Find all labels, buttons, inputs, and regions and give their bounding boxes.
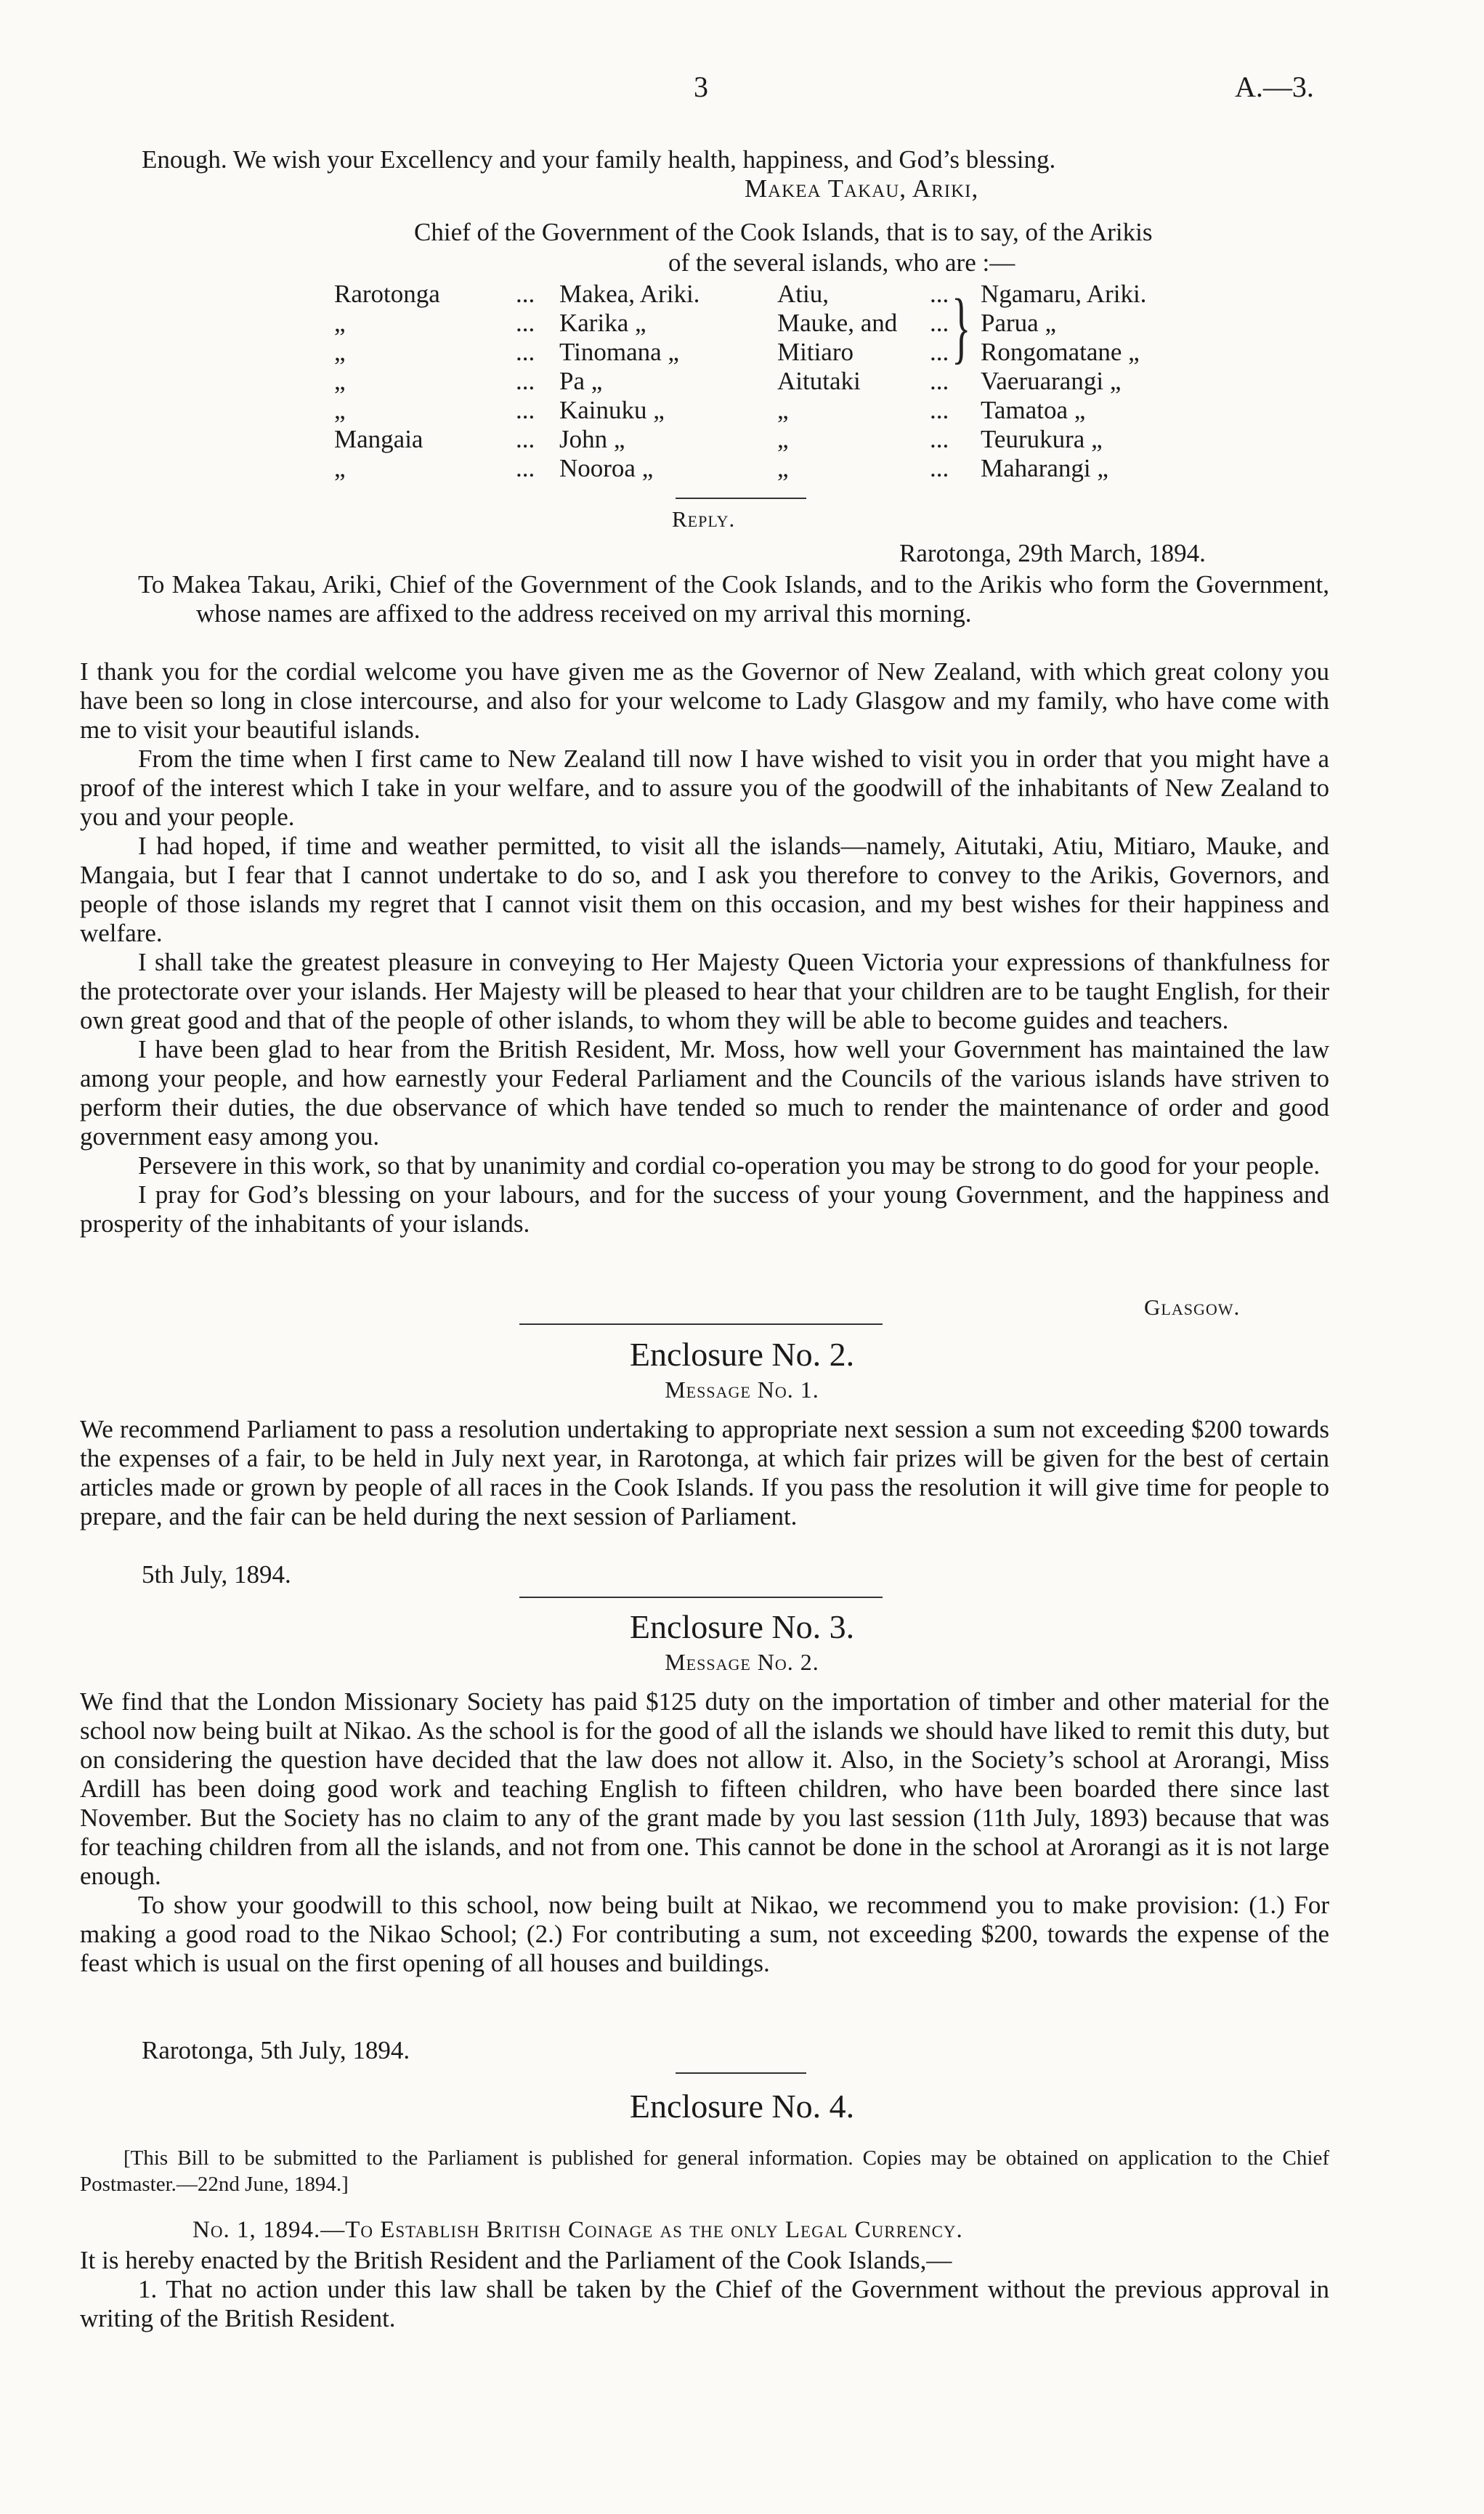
ariki-cell-name2: Teurukura „ xyxy=(981,425,1103,453)
enclosure-3-body xyxy=(80,1687,1329,1978)
ariki-row xyxy=(334,309,1199,338)
document-reference: A.—3. xyxy=(1235,70,1314,103)
ariki-cell-island: Rarotonga xyxy=(334,280,440,308)
ariki-cell-island: Mangaia xyxy=(334,425,423,453)
reply-paragraph: From the time when I first came to New Zealand till now I have wished to visit you in order that you might have a proof of the interest which I take in your welfare, and to assure you of the goodwill of the inhabitants of New Zealand to you and your people. xyxy=(80,745,1329,831)
enclosure-3-title: Enclosure No. 3. xyxy=(629,1608,855,1645)
ariki-cell-island2: „ xyxy=(777,425,789,453)
page-number: 3 xyxy=(694,70,708,103)
enclosure-4-title: Enclosure No. 4. xyxy=(629,2088,855,2125)
ariki-cell-island: „ xyxy=(334,309,346,337)
ariki-row xyxy=(334,454,1199,483)
bill-title: No. 1, 1894.—To Establish British Coinage as the only Legal Currency. xyxy=(192,2217,963,2243)
divider xyxy=(676,2072,806,2074)
enclosure-4-note-text: [This Bill to be submitted to the Parliament is published for general information. Copies may be obtained on application to the Chief Postmaster.—22nd June, 1894.] xyxy=(80,2146,1329,2196)
ariki-cell-dots1: ... xyxy=(516,280,535,308)
divider xyxy=(519,1323,883,1325)
ariki-cell-dots2: ... xyxy=(930,338,949,366)
ariki-cell-dots2: ... xyxy=(930,367,949,395)
ariki-cell-name: Pa „ xyxy=(559,367,603,395)
enclosure-3-paragraph: To show your goodwill to this school, now being built at Nikao, we recommend you to make provision: (1.) For making a good road to the Nikao School; (2.) For contributing a sum, not exceeding $200, towards the expense of the feast which is usual on the first opening of all houses and buildings. xyxy=(80,1891,1329,1977)
enclosure-2-title: Enclosure No. 2. xyxy=(629,1336,855,1373)
ariki-cell-name: Nooroa „ xyxy=(559,454,654,482)
brace-symbol: } xyxy=(952,283,971,371)
enclosure-2-subtitle: Message No. 1. xyxy=(665,1376,819,1403)
address-closing-line: Enough. We wish your Excellency and your family health, happiness, and God’s blessing. xyxy=(142,145,1056,174)
ariki-cell-island: „ xyxy=(334,338,346,366)
reply-heading: Reply. xyxy=(672,506,736,532)
ariki-cell-island2: Atiu, xyxy=(777,280,829,308)
ariki-cell-name2: Parua „ xyxy=(981,309,1056,337)
ariki-cell-island2: „ xyxy=(777,396,789,424)
arikis-table xyxy=(334,280,1199,483)
ariki-cell-island: „ xyxy=(334,396,346,424)
ariki-cell-dots1: ... xyxy=(516,454,535,482)
enclosure-4-note xyxy=(80,2145,1329,2197)
bill-enacting-clause: It is hereby enacted by the British Resident and the Parliament of the Cook Islands,— xyxy=(80,2246,952,2274)
ariki-cell-island: „ xyxy=(334,367,346,395)
ariki-cell-island: „ xyxy=(334,454,346,482)
reply-paragraph: I thank you for the cordial welcome you have given me as the Governor of New Zealand, with which great colony you have been so long in close intercourse, and also for your welcome to Lady Glasgow and my family, who have come with me to visit your beautiful islands. xyxy=(80,657,1329,744)
ariki-cell-island2: Mitiaro xyxy=(777,338,853,366)
ariki-cell-name: Karika „ xyxy=(559,309,646,337)
reply-paragraph: I had hoped, if time and weather permitted, to visit all the islands—namely, Aitutaki, Atiu, Mitiaro, Mauke, and Mangaia, but I fear that I cannot undertake to do so, and I ask you therefore to convey to the Arikis, Governors, and people of those islands my regret that I cannot visit them on this occasion, and my best wishes for their happiness and welfare. xyxy=(80,832,1329,947)
ariki-cell-island2: „ xyxy=(777,454,789,482)
ariki-row xyxy=(334,425,1199,454)
ariki-row xyxy=(334,280,1199,309)
enclosure-3-subtitle: Message No. 2. xyxy=(665,1649,819,1675)
ariki-cell-dots2: ... xyxy=(930,425,949,453)
ariki-cell-name2: Vaeruarangi „ xyxy=(981,367,1122,395)
ariki-cell-island2: Aitutaki xyxy=(777,367,861,395)
ariki-cell-dots2: ... xyxy=(930,396,949,424)
ariki-cell-name2: Maharangi „ xyxy=(981,454,1108,482)
ariki-cell-dots2: ... xyxy=(930,454,949,482)
address-signatory: Makea Takau, Ariki, xyxy=(745,174,979,203)
ariki-cell-dots1: ... xyxy=(516,425,535,453)
ariki-cell-island2: Mauke, and xyxy=(777,309,898,337)
ariki-cell-dots1: ... xyxy=(516,367,535,395)
reply-addressee: To Makea Takau, Ariki, Chief of the Government of the Cook Islands, and to the Arikis who form the Government, whose names are affixed to the address received on my arrival this morning. xyxy=(138,570,1329,628)
ariki-cell-name: John „ xyxy=(559,425,625,453)
enclosure-2-date: 5th July, 1894. xyxy=(142,1560,291,1589)
ariki-cell-name: Makea, Ariki. xyxy=(559,280,700,308)
divider xyxy=(676,498,806,499)
address-title-line-1: Chief of the Government of the Cook Islands, that is to say, of the Arikis xyxy=(414,218,1153,246)
reply-paragraph: I shall take the greatest pleasure in conveying to Her Majesty Queen Victoria your expressions of thankfulness for the protectorate over your islands. Her Majesty will be pleased to hear that your children are to be taught English, for their own great good and that of the people of other islands, to whom they will be able to become guides and teachers. xyxy=(80,948,1329,1034)
ariki-cell-name2: Rongomatane „ xyxy=(981,338,1140,366)
ariki-cell-name: Tinomana „ xyxy=(559,338,679,366)
reply-signature: Glasgow. xyxy=(1144,1294,1241,1320)
ariki-cell-dots1: ... xyxy=(516,396,535,424)
bill-body xyxy=(80,2246,1329,2333)
ariki-row xyxy=(334,367,1199,396)
reply-body xyxy=(80,570,1329,1238)
reply-paragraph: I have been glad to hear from the British Resident, Mr. Moss, how well your Government has maintained the law among your people, and how earnestly your Federal Parliament and the Councils of the various islands have striven to perform their duties, the due observance of which have tended so much to render the maintenance of order and good government easy among you. xyxy=(80,1035,1329,1151)
ariki-cell-dots2: ... xyxy=(930,309,949,337)
ariki-row xyxy=(334,338,1199,367)
enclosure-3-paragraph: We find that the London Missionary Society has paid $125 duty on the importation of timber and other material for the school now being built at Nikao. As the school is for the good of all the islands we should have liked to remit this duty, but on considering the question have decided that the law does not allow it. Also, in the Society’s school at Arorangi, Miss Ardill has been doing good work and teaching English to fifteen children, who have been boarded there since last November. But the Society has no claim to any of the grant made by you last session (11th July, 1893) because that was for teaching children from all the islands, and not from one. This cannot be done in the school at Arorangi as it is not large enough. xyxy=(80,1687,1329,1890)
bill-clause-1: 1. That no action under this law shall be taken by the Chief of the Government without the previous approval in writing of the British Resident. xyxy=(80,2275,1329,2332)
ariki-row xyxy=(334,396,1199,425)
enclosure-3-date: Rarotonga, 5th July, 1894. xyxy=(142,2036,410,2064)
ariki-cell-dots2: ... xyxy=(930,280,949,308)
ariki-cell-dots1: ... xyxy=(516,309,535,337)
reply-paragraph: Persevere in this work, so that by unanimity and cordial co-operation you may be strong to do good for your people. xyxy=(138,1151,1321,1180)
divider xyxy=(519,1597,883,1598)
ariki-cell-name2: Ngamaru, Ariki. xyxy=(981,280,1147,308)
address-title-line-2: of the several islands, who are :— xyxy=(668,248,1015,277)
enclosure-2-paragraph: We recommend Parliament to pass a resolution undertaking to appropriate next session a sum not exceeding $200 towards the expenses of a fair, to be held in July next year, in Rarotonga, at which fair prizes will be given for the best of certain articles made or grown by people of all races in the Cook Islands. If you pass the resolution it will give time for people to prepare, and the fair can be held during the next session of Parliament. xyxy=(80,1415,1329,1530)
enclosure-2-body xyxy=(80,1415,1329,1531)
ariki-cell-dots1: ... xyxy=(516,338,535,366)
reply-paragraph: I pray for God’s blessing on your labours, and for the success of your young Government, and the happiness and prosperity of the inhabitants of your islands. xyxy=(80,1180,1329,1238)
ariki-cell-name2: Tamatoa „ xyxy=(981,396,1086,424)
ariki-cell-name: Kainuku „ xyxy=(559,396,665,424)
reply-place-date: Rarotonga, 29th March, 1894. xyxy=(899,539,1206,567)
